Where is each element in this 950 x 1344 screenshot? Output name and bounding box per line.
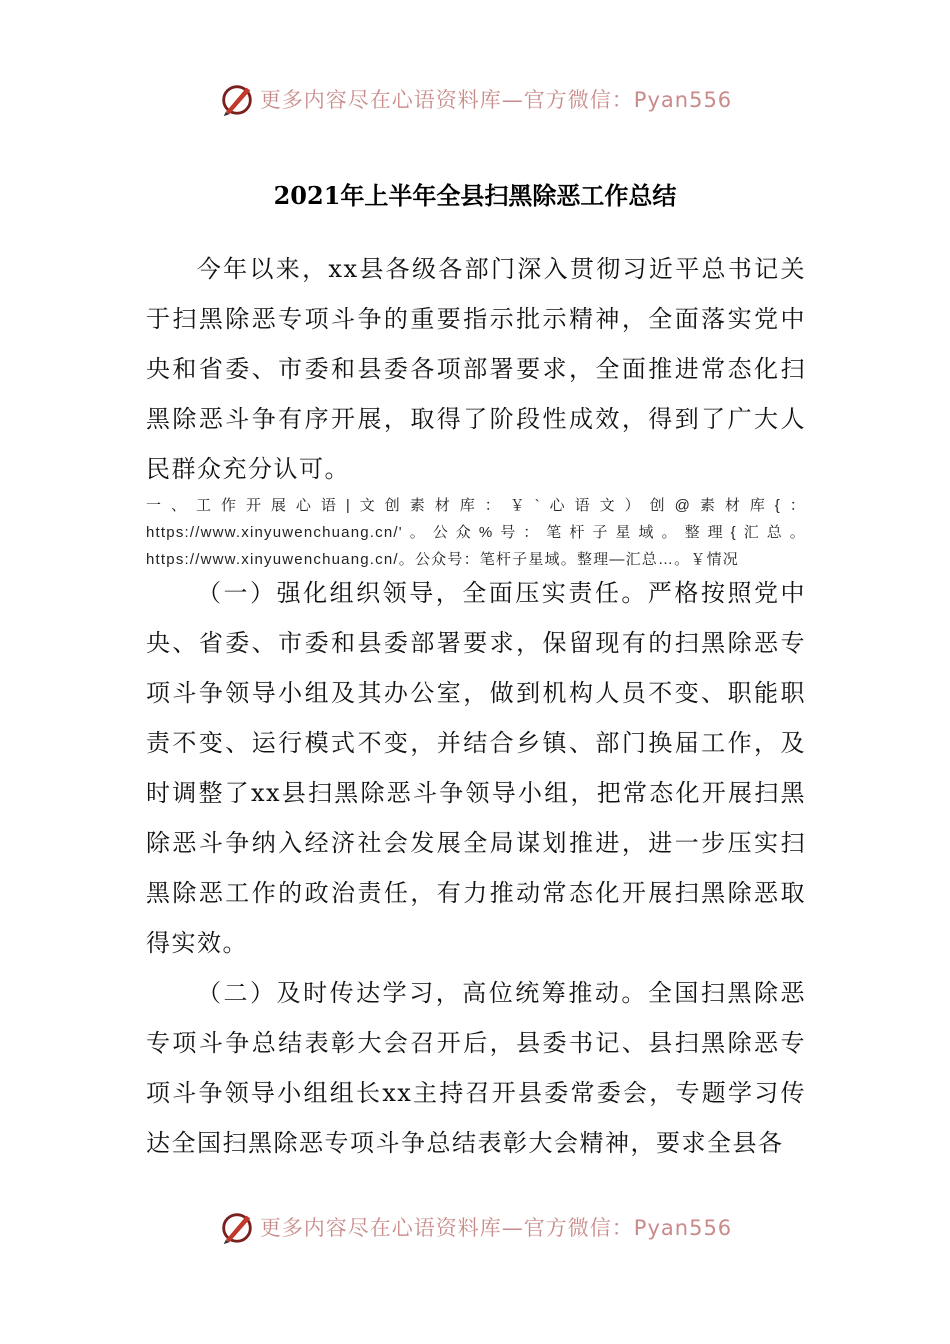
watermark-note: 一、工作开展心语|文创素材库：￥`心语文）创@素材库{：https://www.xinyuwenchuang.cn/'。公众%号：笔杆子星域。整理{汇总。https://www.xinyuwenchuang.cn/。公众号：笔杆子星域。整理—汇总…。￥情况 xyxy=(146,497,806,568)
banner-text: 更多内容尽在心语资料库—官方微信：Pyan556 xyxy=(259,88,733,112)
section-two-paragraph: （二）及时传达学习，高位统筹推动。全国扫黑除恶专项斗争总结表彰大会召开后，县委书记、县扫黑除恶专项斗争领导小组组长xx主持召开县委常委会，专题学习传达全国扫黑除恶专项斗争总结表彰大会精神，要求全县各 xyxy=(146,979,806,1157)
pen-circle-logo-icon xyxy=(218,1208,256,1246)
intro-paragraph: 今年以来，xx县各级各部门深入贯彻习近平总书记关于扫黑除恶专项斗争的重要指示批示精神，全面落实党中央和省委、市委和县委各项部署要求，全面推进常态化扫黑除恶斗争有序开展，取得了阶段性成效，得到了广大人民群众充分认可。 xyxy=(146,255,806,483)
section-one-paragraph: （一）强化组织领导，全面压实责任。严格按照党中央、省委、市委和县委部署要求，保留现有的扫黑除恶专项斗争领导小组及其办公室，做到机构人员不变、职能职责不变、运行模式不变，并结合乡镇、部门换届工作，及时调整了xx县扫黑除恶斗争领导小组，把常态化开展扫黑除恶斗争纳入经济社会发展全局谋划推进，进一步压实扫黑除恶工作的政治责任，有力推动常态化开展扫黑除恶取得实效。 xyxy=(146,579,806,957)
header-banner xyxy=(0,80,950,118)
document-title: 2021年上半年全县扫黑除恶工作总结 xyxy=(273,181,677,210)
banner-text: 更多内容尽在心语资料库—官方微信：Pyan556 xyxy=(259,1216,733,1240)
footer-banner xyxy=(0,1208,950,1246)
pen-circle-logo-icon xyxy=(218,80,256,118)
